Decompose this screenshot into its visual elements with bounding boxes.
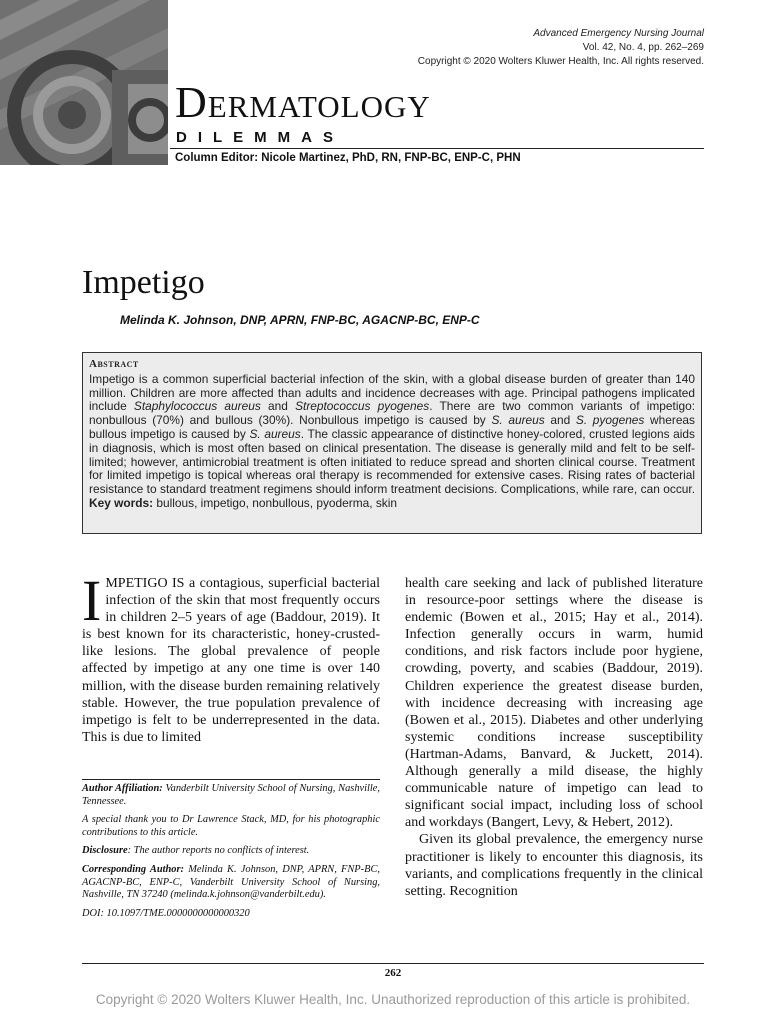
body-text: MPETIGO IS a contagious, superficial bacterial infection of the skin that most frequently occurs in children 2–5 years of age (Baddour, 2019). It is best known for its characteristic, honey-crusted-like lesions. The global prevalence of people affected by impetigo at any one time is over 140 million, with the disease burden remaining relatively stable. However, the true population prevalence of impetigo is felt to be underrepresented in the data. This is due to limited (82, 576, 380, 745)
note-text: Vanderbilt University School of Nursing, Nashville, Tennessee. (82, 783, 380, 807)
footer-rule (82, 963, 704, 964)
column-logo-graphic (0, 0, 168, 165)
abstract-italic: Staphylococcus aureus (133, 399, 261, 414)
body-paragraph (82, 568, 380, 746)
author-affiliation (82, 783, 380, 808)
body-column-right (405, 575, 703, 900)
note-text: : The author reports no conflicts of interest. (127, 845, 310, 857)
abstract-heading: Abstract (89, 358, 139, 370)
keywords-label: Key words: (89, 495, 154, 510)
journal-copyright: Copyright © 2020 Wolters Kluwer Health, Inc. All rights reserved. (417, 56, 704, 67)
journal-name: Advanced Emergency Nursing Journal (533, 28, 704, 39)
drop-cap: I (82, 568, 102, 633)
note-label: Disclosure (82, 845, 128, 857)
abstract-italic: Streptococcus pyogenes (295, 399, 430, 414)
note-label: Author Affiliation: (82, 783, 163, 794)
acknowledgement: A special thank you to Dr Lawrence Stack, MD, for his photographic contributions to this article. (82, 814, 380, 838)
abstract-text: and (544, 413, 576, 428)
corresponding-author (82, 864, 380, 902)
doi: DOI: 10.1097/TME.0000000000000320 (82, 907, 250, 919)
keywords: bullous, impetigo, nonbullous, pyoderma, skin (153, 495, 397, 510)
author-notes (82, 779, 380, 926)
column-title: Dermatology (175, 78, 431, 127)
body-column-left (82, 568, 380, 746)
abstract-text: . The classic appearance of distinctive honey-colored, crusted legions aids in diagnosis, which is most often based on clinical presentation. The disease is generally mild and felt to be self-limited; however, antimicrobial treatment is often initiated to reduce spread and shorten clinical course. Treatment for limited impetigo is topical whereas oral therapy is recommended for extensive cases. Rising rates of bacterial resistance to standard treatment regimens should inform treatment decisions. Complications, while rare, can occur. (89, 426, 695, 497)
abstract-italic: S. aureus (249, 426, 301, 441)
body-paragraph: health care seeking and lack of published literature in resource-poor settings where the disease is endemic (Bowen et al., 2015; Hay et al., 2014). Infection generally occurs in warm, humid conditions, and risk factors include poor hygiene, crowding, poverty, and scabies (Baddour, 2019). Children experience the greatest disease burden, with incidence decreasing with increasing age (Bowen et al., 2015). Diabetes and other underlying systemic conditions increase susceptibility (Hartman-Adams, Banvard, & Juckett, 2014). Although generally a mild disease, the highly communicable nature of impetigo can lead to significant social impact, including loss of school and workdays (Bangert, Levy, & Hebert, 2012). (405, 576, 703, 831)
disclosure (82, 845, 380, 858)
journal-info (418, 27, 704, 69)
column-editor: Column Editor: Nicole Martinez, PhD, RN, FNP-BC, ENP-C, PHN (175, 152, 521, 164)
body-paragraph: Given its global prevalence, the emergency nurse practitioner is likely to encounter this diagnosis, its variants, and complications frequently in the clinical setting. Recognition (405, 832, 703, 899)
abstract-text: . There are two common variants of impetigo: nonbullous (70%) and bullous (30%). Nonbullous impetigo is caused by (89, 399, 696, 428)
note-text: Melinda K. Johnson, DNP, APRN, FNP-BC, AGACNP-BC, ENP-C, Vanderbilt University School of Nursing, Nashville, TN 37240 (melinda.k.johnson@vanderbilt.edu). (82, 863, 380, 901)
column-rule (170, 148, 704, 149)
abstract-italic: S. pyogenes (575, 413, 645, 428)
abstract-text: whereas bullous impetigo is caused by (89, 413, 695, 441)
note-label: Corresponding Author: (82, 863, 184, 875)
abstract-text: and (260, 399, 296, 414)
article-author: Melinda K. Johnson, DNP, APRN, FNP-BC, AGACNP-BC, ENP-C (120, 313, 480, 327)
swirl-logo-icon (0, 0, 168, 165)
journal-volume: Vol. 42, No. 4, pp. 262–269 (582, 42, 704, 53)
abstract-italic: S. aureus (491, 413, 545, 428)
footer-copyright: Copyright © 2020 Wolters Kluwer Health, Inc. Unauthorized reproduction of this article is prohibited. (95, 992, 691, 1007)
column-subtitle: DILEMMAS (176, 129, 344, 146)
abstract-box (82, 352, 702, 534)
abstract-text: Impetigo is a common superficial bacterial infection of the skin, with a global disease burden of greater than 140 million. Children are more affected than adults and incidence decreases with age. Principal pathogens implicated include (89, 371, 695, 414)
article-title: Impetigo (82, 264, 205, 301)
page-number: 262 (384, 967, 402, 979)
